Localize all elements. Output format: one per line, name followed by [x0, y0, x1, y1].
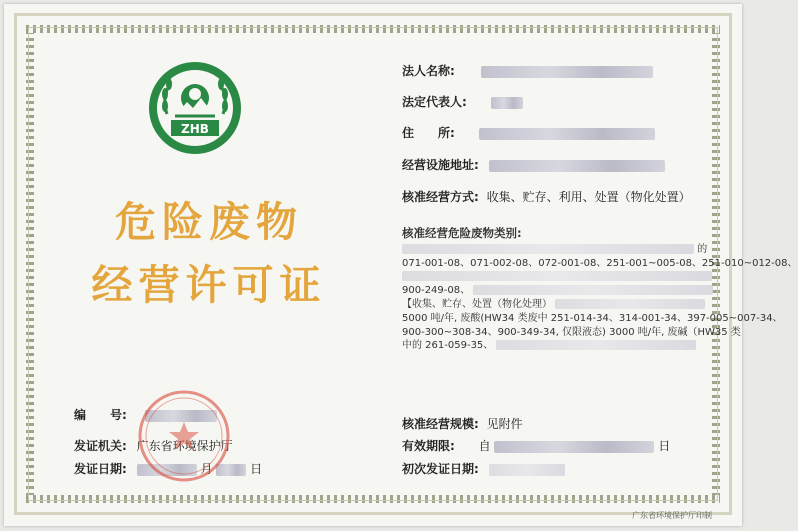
printer-note: 广东省环境保护厅印制 [632, 511, 712, 520]
number-label: 编 号: [74, 408, 127, 422]
title-line-1: 危险废物 [115, 198, 303, 246]
validity-label: 有效期限: [402, 439, 455, 453]
approved-method-label: 核准经营方式: [402, 190, 479, 204]
first-issue-row [402, 460, 565, 477]
category-line-partial [402, 339, 722, 353]
approved-categories-label: 核准经营危险废物类别: [402, 226, 522, 240]
approved-method-row [402, 188, 691, 205]
category-line-partial [402, 298, 722, 312]
issue-date-label: 发证日期: [74, 462, 127, 476]
validity-end: 日 [658, 439, 671, 453]
first-issue-label: 初次发证日期: [402, 462, 479, 476]
category-line: 5000 吨/年, 废酸(HW34 类废中 251-014-34、314-001-34、397-005~007-34、 [402, 312, 783, 324]
legal-rep-redacted [491, 97, 523, 109]
legal-rep-label: 法定代表人: [402, 95, 467, 109]
category-line: 071-001-08、071-002-08、072-001-08、251-001~005-08、251-010~012-08、 [402, 257, 798, 269]
scale-label: 核准经营规模: [402, 417, 479, 431]
category-fragment: 中的 261-059-35、 [402, 340, 494, 352]
environmental-protection-emblem-icon [147, 60, 243, 156]
issuer-label: 发证机关: [74, 439, 127, 453]
first-issue-redacted [489, 464, 565, 476]
facility-address-row [402, 156, 665, 173]
issue-date-month: 月 [200, 462, 213, 476]
scale-row [402, 415, 523, 432]
legal-name-label: 法人名称: [402, 64, 455, 78]
legal-name-row [402, 62, 653, 79]
facility-address-redacted [489, 160, 665, 172]
legal-name-redacted [481, 66, 653, 78]
title-line-2: 经营许可证 [91, 261, 327, 309]
approved-method-value: 收集、贮存、利用、处置（物化处置） [486, 190, 691, 204]
validity-from: 自 [478, 439, 491, 453]
address-redacted [479, 128, 655, 140]
category-line-partial [402, 284, 722, 298]
legal-rep-row [402, 93, 523, 110]
validity-redacted [494, 441, 654, 453]
address-label: 住 所: [402, 126, 455, 140]
issue-date-day: 日 [250, 462, 263, 476]
official-seal-icon [130, 386, 238, 486]
approved-categories-block [402, 226, 798, 353]
validity-row [402, 437, 670, 454]
scale-value: 见附件 [486, 417, 523, 431]
category-fragment: 900-249-08、 [402, 285, 471, 297]
certificate-sheet [4, 4, 798, 526]
category-line-redacted [402, 243, 722, 257]
category-line-redacted [402, 270, 722, 284]
emblem-text: ZHB [181, 122, 209, 136]
category-fragment: 【收集、贮存、处置（物化处理） [402, 298, 552, 310]
issuer-value: 广东省环境保护厅 [136, 439, 233, 453]
category-line: 900-300~308-34、900-349-34, 仅限液态) 3000 吨/年, 废碱（HW35 类 [402, 326, 741, 338]
address-row [402, 124, 655, 141]
category-fragment: 的 [697, 243, 708, 255]
facility-address-label: 经营设施地址: [402, 158, 479, 172]
